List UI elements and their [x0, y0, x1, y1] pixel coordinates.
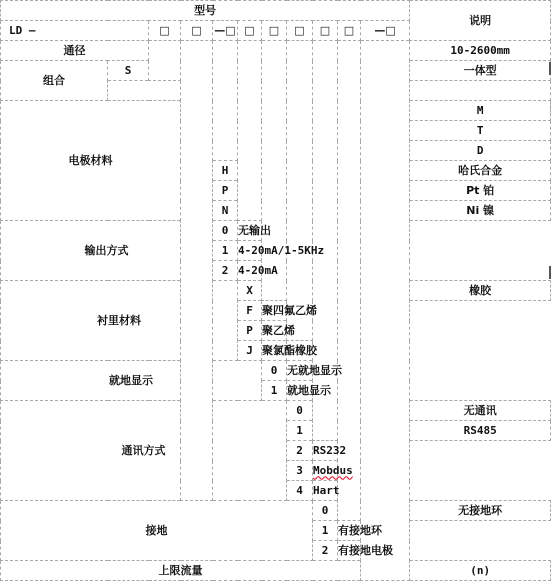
combination-label: 组合	[1, 61, 108, 101]
display-label: 就地显示	[1, 361, 262, 401]
lining-code: P	[238, 321, 262, 341]
empty-cell	[361, 41, 410, 581]
communication-description: RS485	[410, 421, 551, 441]
lining-description: 聚四氟乙烯	[262, 301, 287, 321]
output-label: 输出方式	[1, 221, 213, 281]
electrode-description: 哈氏合金	[410, 161, 551, 181]
empty-cell	[410, 81, 551, 101]
description-header: 说明	[410, 1, 551, 41]
lining-code: F	[238, 301, 262, 321]
grounding-code: 2	[313, 541, 338, 561]
electrode-code: N	[213, 201, 238, 221]
code-slot: □	[181, 21, 213, 41]
flow-limit-code: (n)	[410, 561, 551, 581]
electrode-description: Pt 铂	[410, 181, 551, 201]
combination-description: 一体型	[410, 61, 551, 81]
electrode-code: D	[410, 141, 551, 161]
lining-description: 聚乙烯	[262, 321, 287, 341]
lining-label: 衬里材料	[1, 281, 238, 361]
diameter-label: 通径	[1, 41, 149, 61]
code-slot: □	[149, 21, 181, 41]
communication-description	[313, 461, 353, 481]
grounding-code: 0	[313, 501, 338, 521]
empty-cell	[213, 41, 238, 161]
communication-label: 通讯方式	[1, 401, 287, 501]
communication-code: 1	[287, 421, 313, 441]
code-slot: □	[287, 21, 313, 41]
diameter-description: 10-2600mm	[410, 41, 551, 61]
electrode-code: P	[213, 181, 238, 201]
combination-code: S	[108, 61, 149, 81]
electrode-code: H	[213, 161, 238, 181]
output-description: 4-20mA	[238, 261, 262, 281]
grounding-description: 有接地电极	[338, 541, 361, 561]
electrode-description: Ni 镍	[410, 201, 551, 221]
output-description: 无输出	[238, 221, 262, 241]
lining-description: 橡胶	[410, 281, 551, 301]
display-code: 0	[262, 361, 287, 381]
output-code: 2	[213, 261, 238, 281]
output-code: 0	[213, 221, 238, 241]
code-slot: □	[262, 21, 287, 41]
grounding-code: 1	[313, 521, 338, 541]
communication-code: 0	[287, 401, 313, 421]
lining-code: X	[238, 281, 262, 301]
communication-code: 2	[287, 441, 313, 461]
code-slot: —□	[361, 21, 410, 41]
model-prefix: LD —	[1, 21, 149, 41]
spellcheck-underlined-text: Mobdus	[313, 463, 353, 477]
electrode-label: 电极材料	[1, 101, 181, 221]
code-slot: □	[313, 21, 338, 41]
empty-cell	[287, 41, 313, 341]
empty-cell	[238, 41, 262, 221]
code-slot: □	[338, 21, 361, 41]
lining-description: 聚氯酯橡胶	[262, 341, 287, 361]
display-description: 无就地显示	[287, 361, 313, 381]
output-description: 4-20mA/1-5KHz	[238, 241, 262, 261]
communication-description: 无通讯	[410, 401, 551, 421]
code-slot: —□	[213, 21, 238, 41]
empty-cell	[313, 41, 338, 441]
display-description: 就地显示	[287, 381, 313, 401]
communication-description: RS232	[313, 441, 338, 461]
empty-cell	[149, 41, 181, 81]
communication-code: 4	[287, 481, 313, 501]
electrode-code: M	[410, 101, 551, 121]
grounding-description: 无接地环	[410, 501, 551, 521]
code-slot: □	[238, 21, 262, 41]
lining-code: J	[238, 341, 262, 361]
display-code: 1	[262, 381, 287, 401]
flow-limit-label: 上限流量	[1, 561, 361, 581]
empty-cell	[108, 81, 181, 101]
communication-code: 3	[287, 461, 313, 481]
model-header: 型号	[1, 1, 410, 21]
empty-cell	[262, 41, 287, 301]
grounding-description: 有接地环	[338, 521, 361, 541]
grounding-label: 接地	[1, 501, 313, 561]
output-code: 1	[213, 241, 238, 261]
electrode-code: T	[410, 121, 551, 141]
communication-description: Hart	[313, 481, 338, 501]
